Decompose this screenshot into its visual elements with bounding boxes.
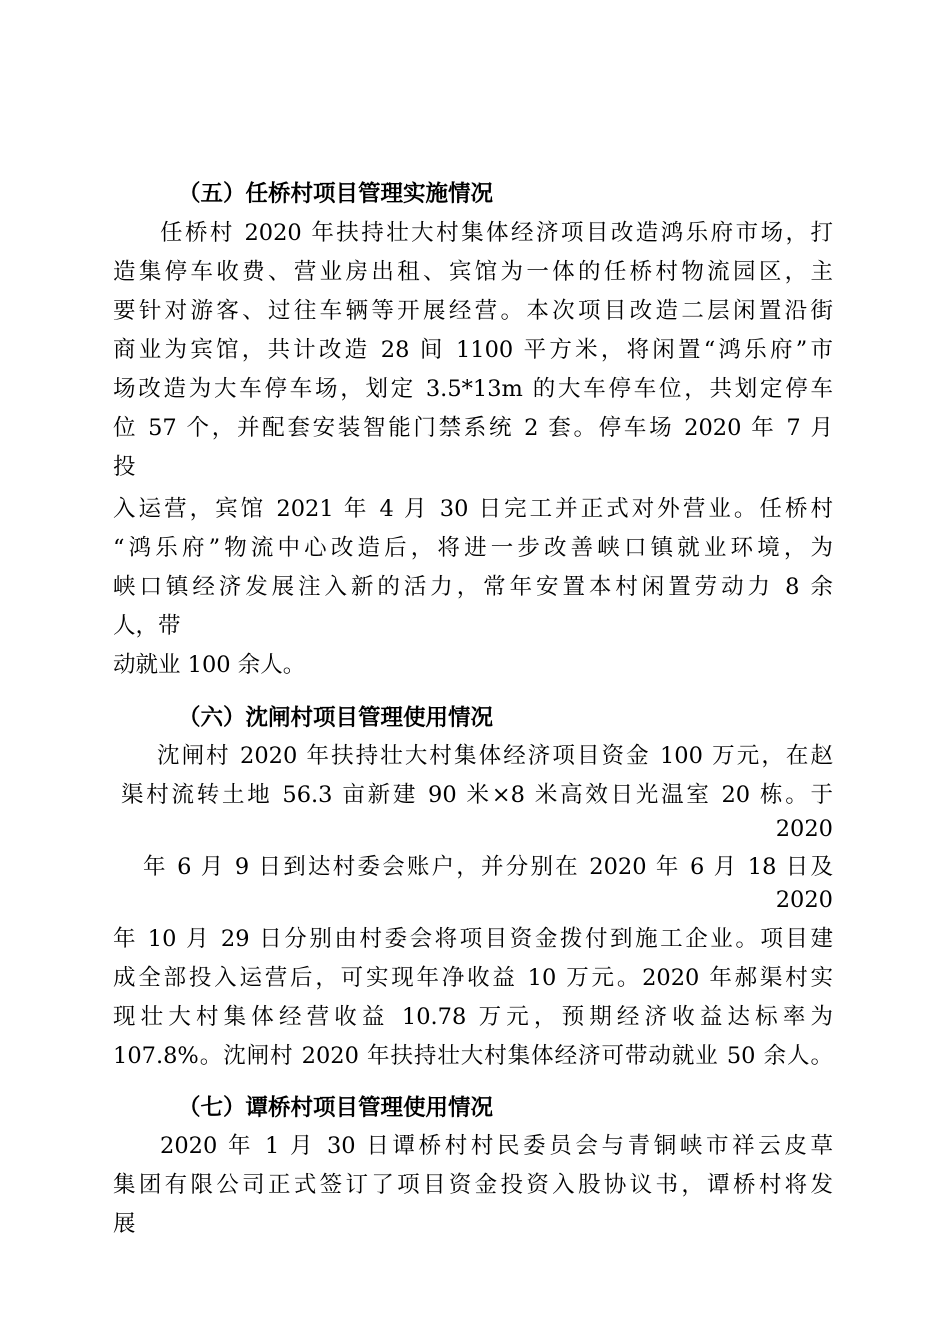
paragraph-line: 造集停车收费、营业房出租、宾馆为一体的任桥村物流园区，主 bbox=[113, 259, 833, 285]
paragraph-line: 峡口镇经济发展注入新的活力，常年安置本村闲置劳动力 8 余 bbox=[113, 574, 833, 600]
paragraph-line: 2020 bbox=[775, 816, 833, 842]
paragraph-line: 现壮大村集体经营收益 10.78 万元，预期经济收益达标率为 bbox=[113, 1004, 833, 1030]
paragraph-line: 107.8%。沈闸村 2020 年扶持壮大村集体经济可带动就业 50 余人。 bbox=[113, 1043, 833, 1069]
paragraph-line: 渠村流转土地 56.3 亩新建 90 米×8 米高效日光温室 20 栋。于 bbox=[121, 782, 833, 808]
paragraph-line: 成全部投入运营后，可实现年净收益 10 万元。2020 年郝渠村实 bbox=[113, 965, 833, 991]
paragraph-line: 2020 bbox=[775, 887, 833, 913]
paragraph-line: 投 bbox=[113, 454, 136, 480]
paragraph-line: 2020 年 1 月 30 日谭桥村村民委员会与青铜峡市祥云皮草 bbox=[160, 1133, 833, 1159]
section-heading-7: （七）谭桥村项目管理使用情况 bbox=[178, 1095, 494, 1121]
paragraph-line: 要针对游客、过往车辆等开展经营。本次项目改造二层闲置沿街 bbox=[113, 298, 833, 324]
paragraph-line: 年 10 月 29 日分别由村委会将项目资金拨付到施工企业。项目建 bbox=[113, 926, 833, 952]
section-heading-6: （六）沈闸村项目管理使用情况 bbox=[178, 705, 494, 731]
paragraph-line: 集团有限公司正式签订了项目资金投资入股协议书，谭桥村将发 bbox=[113, 1172, 833, 1198]
paragraph-line: “鸿乐府”物流中心改造后，将进一步改善峡口镇就业环境，为 bbox=[113, 535, 833, 561]
paragraph-line: 年 6 月 9 日到达村委会账户，并分别在 2020 年 6 月 18 日及 bbox=[143, 854, 833, 880]
paragraph-line: 商业为宾馆，共计改造 28 间 1100 平方米，将闲置“鸿乐府”市 bbox=[113, 337, 833, 363]
paragraph-line: 动就业 100 余人。 bbox=[113, 652, 306, 678]
paragraph-line: 入运营，宾馆 2021 年 4 月 30 日完工并正式对外营业。任桥村 bbox=[113, 496, 833, 522]
paragraph-line: 任桥村 2020 年扶持壮大村集体经济项目改造鸿乐府市场，打 bbox=[160, 220, 833, 246]
paragraph-line: 场改造为大车停车场，划定 3.5*13m 的大车停车位，共划定停车 bbox=[113, 376, 833, 402]
paragraph-line: 展 bbox=[113, 1211, 136, 1237]
paragraph-line: 人，带 bbox=[113, 613, 181, 639]
section-heading-5: （五）任桥村项目管理实施情况 bbox=[178, 181, 494, 207]
paragraph-line: 沈闸村 2020 年扶持壮大村集体经济项目资金 100 万元，在赵 bbox=[157, 743, 833, 769]
paragraph-line: 位 57 个，并配套安装智能门禁系统 2 套。停车场 2020 年 7 月 bbox=[113, 415, 833, 441]
